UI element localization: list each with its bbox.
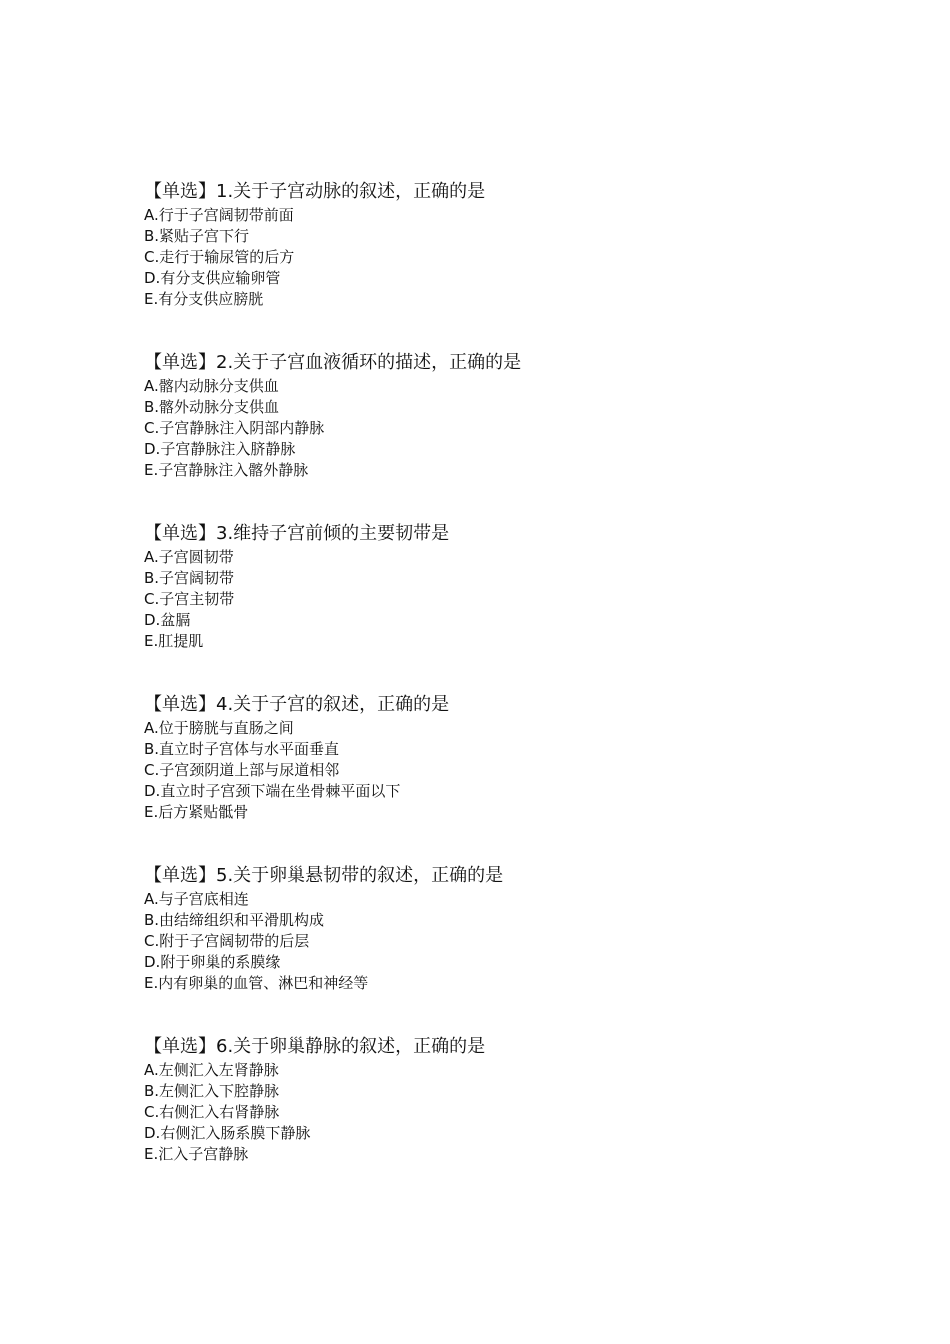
option-e: E.有分支供应膀胱 — [144, 290, 264, 308]
question-6 — [144, 1034, 844, 1165]
option-d: D.直立时子宫颈下端在坐骨棘平面以下 — [144, 782, 401, 800]
question-stem: 【单选】2.关于子宫血液循环的描述，正确的是 — [144, 352, 522, 373]
option-a: A.位于膀胱与直肠之间 — [144, 719, 294, 737]
option-list — [144, 376, 844, 481]
option-e: E.内有卵巢的血管、淋巴和神经等 — [144, 974, 369, 992]
option-d: D.有分支供应输卵管 — [144, 269, 281, 287]
option-c: C.附于子宫阔韧带的后层 — [144, 932, 310, 950]
option-c: C.子宫主韧带 — [144, 590, 235, 608]
question-1 — [144, 179, 844, 310]
question-3 — [144, 521, 844, 652]
option-d: D.盆膈 — [144, 611, 191, 629]
option-a: A.行于子宫阔韧带前面 — [144, 206, 294, 224]
question-4 — [144, 692, 844, 823]
question-2 — [144, 350, 844, 481]
option-b: B.子宫阔韧带 — [144, 569, 235, 587]
option-e: E.子宫静脉注入髂外静脉 — [144, 461, 309, 479]
option-list — [144, 718, 844, 823]
question-stem: 【单选】3.维持子宫前倾的主要韧带是 — [144, 523, 450, 544]
question-stem: 【单选】6.关于卵巢静脉的叙述，正确的是 — [144, 1036, 486, 1057]
option-d: D.附于卵巢的系膜缘 — [144, 953, 281, 971]
option-d: D.子宫静脉注入脐静脉 — [144, 440, 296, 458]
option-b: B.直立时子宫体与水平面垂直 — [144, 740, 340, 758]
option-b: B.左侧汇入下腔静脉 — [144, 1082, 280, 1100]
option-c: C.走行于输尿管的后方 — [144, 248, 295, 266]
option-a: A.与子宫底相连 — [144, 890, 249, 908]
option-d: D.右侧汇入肠系膜下静脉 — [144, 1124, 311, 1142]
option-a: A.子宫圆韧带 — [144, 548, 234, 566]
option-list — [144, 889, 844, 994]
option-b: B.由结缔组织和平滑肌构成 — [144, 911, 325, 929]
question-stem: 【单选】4.关于子宫的叙述，正确的是 — [144, 694, 450, 715]
option-e: E.肛提肌 — [144, 632, 204, 650]
option-list — [144, 205, 844, 310]
option-b: B.髂外动脉分支供血 — [144, 398, 280, 416]
option-c: C.子宫颈阴道上部与尿道相邻 — [144, 761, 340, 779]
option-e: E.汇入子宫静脉 — [144, 1145, 249, 1163]
option-c: C.右侧汇入右肾静脉 — [144, 1103, 280, 1121]
question-stem: 【单选】5.关于卵巢悬韧带的叙述，正确的是 — [144, 865, 504, 886]
option-c: C.子宫静脉注入阴部内静脉 — [144, 419, 325, 437]
option-a: A.髂内动脉分支供血 — [144, 377, 279, 395]
option-list — [144, 547, 844, 652]
option-b: B.紧贴子宫下行 — [144, 227, 250, 245]
option-a: A.左侧汇入左肾静脉 — [144, 1061, 279, 1079]
option-list — [144, 1060, 844, 1165]
question-5 — [144, 863, 844, 994]
question-stem: 【单选】1.关于子宫动脉的叙述，正确的是 — [144, 181, 486, 202]
option-e: E.后方紧贴骶骨 — [144, 803, 249, 821]
